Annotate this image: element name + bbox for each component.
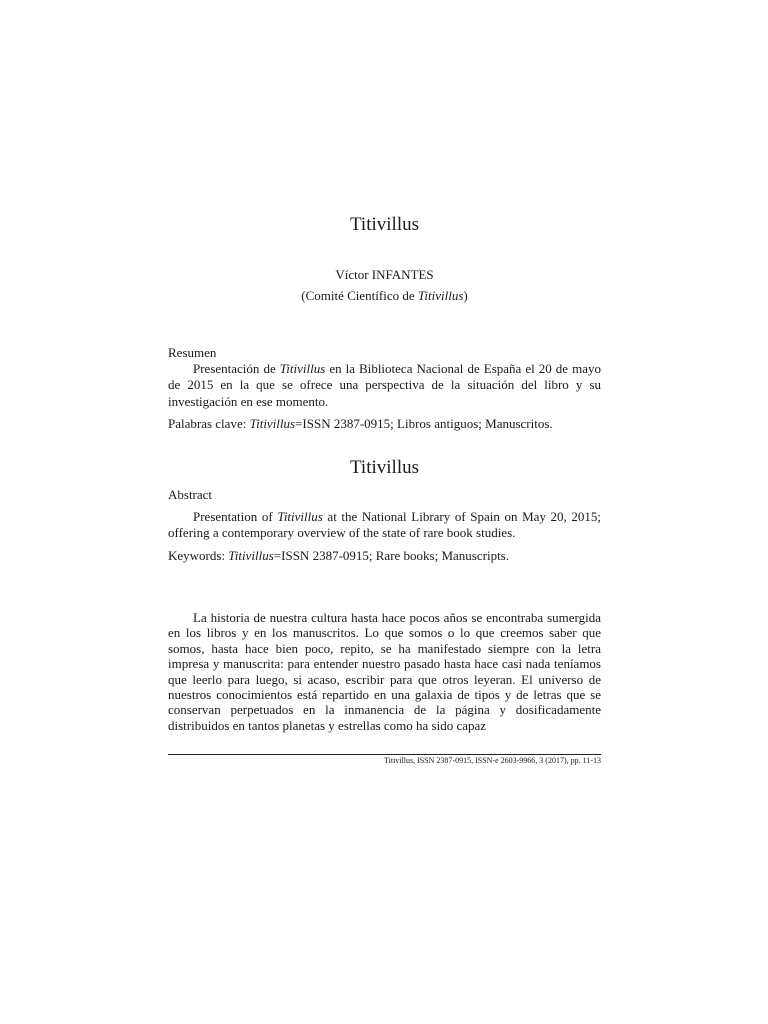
- resumen-label: Resumen: [168, 345, 217, 360]
- affiliation-journal: Titivillus: [417, 288, 464, 303]
- footer-divider: [168, 754, 601, 755]
- abstract-label: Abstract: [168, 487, 213, 502]
- abstract-keywords-journal: Titivillus: [228, 547, 274, 563]
- author-affiliation: [168, 288, 601, 304]
- abstract-text: [168, 509, 601, 541]
- author-name: Víctor INFANTES: [335, 267, 434, 282]
- resumen-text-journal: Titivillus: [279, 361, 326, 377]
- footer-citation: Titivillus, ISSN 2387-0915, ISSN-e 2603-9966, 3 (2017), pp. 11-13: [384, 756, 601, 765]
- abstract-keywords: [168, 548, 601, 564]
- abstract-section: [168, 487, 601, 564]
- resumen-text-intro: Presentación de: [193, 361, 280, 377]
- body-paragraph: La historia de nuestra cultura hasta hace pocos años se encontraba sumergida en los libros y en los manuscritos. Lo que somos o lo que creemos saber que somos, hasta hace bien poco, repito, se ha manifestado siempre con la letra impresa y manuscrita: para entender nuestro pasado hasta hace casi nada teníamos que leerlo para luego, si acaso, escribir para que otros leyeran. El universo de nuestros conocimientos está repartido en una galaxia de tipos y de letras que se conservan perpetuados en la inmanencia de la página y dosificadamente distribuidos en tantos planetas y estrellas como ha sido capaz: [168, 610, 601, 733]
- abstract-keywords-label: Keywords:: [168, 547, 229, 563]
- affiliation-suffix: ): [463, 288, 468, 303]
- resumen-section: [168, 345, 601, 432]
- abstract-keywords-rest: =ISSN 2387-0915; Rare books; Manuscripts.: [273, 547, 509, 563]
- body-section: [168, 610, 601, 733]
- resumen-text: [168, 361, 601, 410]
- abstract-text-rest: at the National Library of Spain on May 20, 2015; offering a contemporary overview of the state of rare book studies.: [168, 509, 602, 541]
- page-title: Titivillus: [349, 214, 419, 235]
- resumen-keywords-label: Palabras clave:: [168, 415, 250, 431]
- abstract-text-intro: Presentation of: [193, 509, 278, 525]
- document-page: [168, 0, 601, 1024]
- resumen-keywords: [168, 416, 601, 432]
- resumen-keywords-rest: =ISSN 2387-0915; Libros antiguos; Manuscritos.: [295, 415, 553, 431]
- resumen-keywords-journal: Titivillus: [249, 415, 296, 431]
- affiliation-prefix: (Comité Científico de: [301, 288, 418, 303]
- resumen-text-rest: en la Biblioteca Nacional de España el 20 de mayo de 2015 en la que se ofrece una perspectiva de la situación del libro y su investigación en ese momento.: [168, 361, 601, 409]
- abstract-text-journal: Titivillus: [277, 509, 323, 525]
- english-title: Titivillus: [349, 457, 419, 478]
